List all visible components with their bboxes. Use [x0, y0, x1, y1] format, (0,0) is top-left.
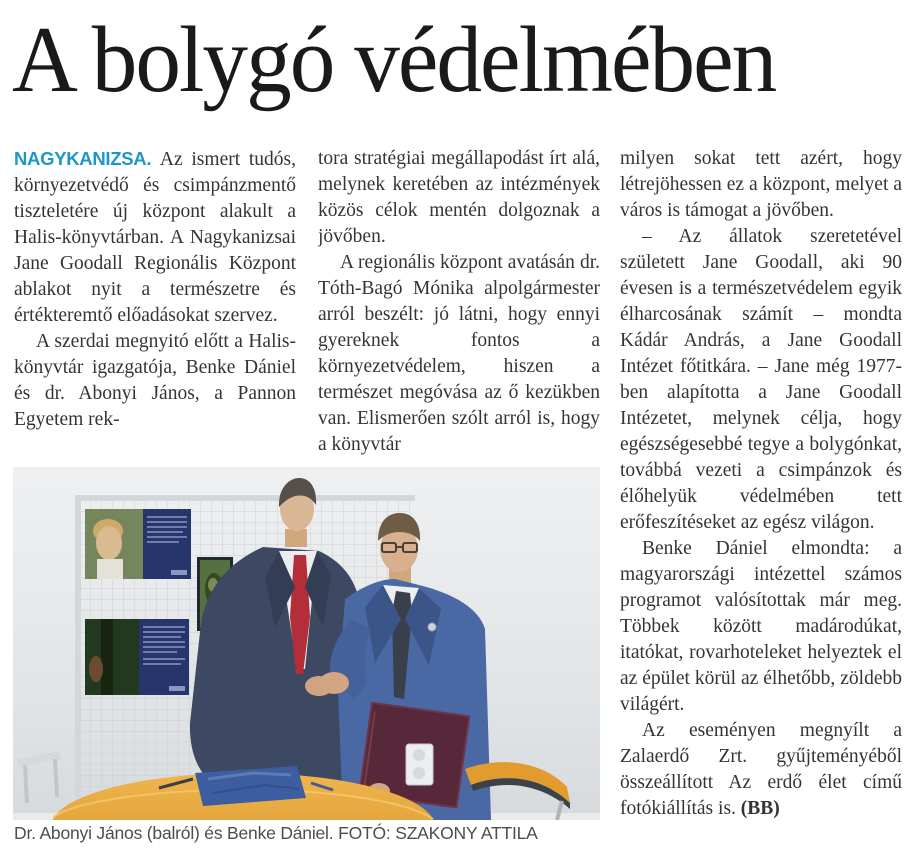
location-tag: NAGYKANIZSA.	[14, 148, 160, 169]
article-column-2	[318, 146, 600, 462]
headline	[12, 6, 883, 124]
article-photo	[13, 467, 600, 820]
article-paragraph: tora stratégiai megállapodást írt alá, melynek keretében az intézmények közös célok mentén dolgoznak a jövőben.	[318, 148, 600, 247]
photo-caption	[14, 822, 606, 844]
poster-jane-goodall	[85, 509, 191, 579]
article-paragraph: – Az állatok szeretetével született Jane Goodall, aki 90 évesen is a természetvédelem egyik élharcosának számít – mondta Kádár András, a Jane Goodall Intézet főtitkára. – Jane még 1977-ben alapította a Jane Goodall Intézetet, melynek célja, hogy egészségesebbé tegye a bolygónkat, továbbá vezeti a csimpánzok és élőhelyük védelmében tett erőfeszítéseket az egész világon.	[620, 226, 902, 533]
article-paragraph: NAGYKANIZSA. Az ismert tudós, környezetvédő és csimpánzmentő tiszteletére új központ alakult a Halis-könyvtárban. A Nagykanizsai Jane Goodall Regionális Központ ablakot nyit a természetre és értékteremtő előadásokat szervez.	[14, 148, 296, 326]
article-paragraph: A regionális központ avatásán dr. Tóth-Bagó Mónika alpolgármester arról beszélt: jó látni, hogy ennyi gyereknek fontos a környezetvédelem, hiszen a természet megóvása az ő kezükben van. Elismerően szólt arról is, hogy a könyvtár	[318, 252, 600, 455]
lapel-badge	[428, 623, 436, 631]
article-column-1	[14, 146, 296, 462]
article-paragraph: Benke Dániel elmondta: a magyarországi intézettel számos programot valósítottak már meg. Többek között madárodúkat, itatókat, rovarhoteleket helyeztek el az épület körül az élhetőbb, zöldebb világért.	[620, 538, 902, 715]
article-paragraph: A szerdai megnyitó előtt a Halis-könyvtár igazgatója, Benke Dániel és dr. Abonyi János, a Pannon Egyetem rek-	[14, 331, 296, 430]
article-paragraph: milyen sokat tett azért, hogy létrejöhessen ez a központ, melyet a város is támogat a jövőben.	[620, 148, 902, 221]
author-initials: (BB)	[740, 798, 780, 819]
caption-text: Dr. Abonyi János (balról) és Benke Dániel.	[14, 823, 334, 843]
poster-forest	[85, 619, 189, 695]
article-paragraph: Az eseményen megnyílt a Zalaerdő Zrt. gyűjteményéből összeállított Az erdő élet című fotókiállítás is. (BB)	[620, 720, 902, 819]
article-column-3	[620, 146, 902, 854]
headline-text: A bolygó védelmében	[12, 8, 776, 112]
photo-credit: FOTÓ: SZAKONY ATTILA	[338, 823, 538, 843]
power-outlet	[406, 744, 433, 785]
handshake	[319, 672, 349, 694]
photo-illustration	[13, 467, 600, 820]
